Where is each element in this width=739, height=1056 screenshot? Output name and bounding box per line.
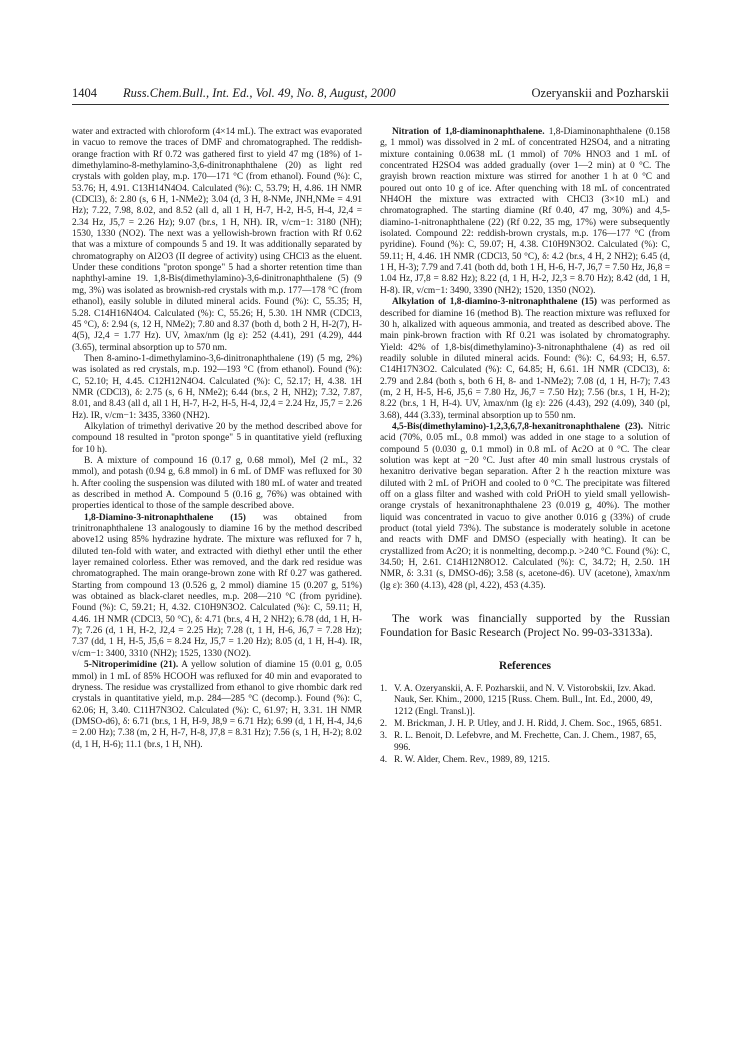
reference-item: 4. R. W. Alder, Chem. Rev., 1989, 89, 1215. xyxy=(380,754,550,765)
section-lead: 1,8-Diamino-3-nitronaphthalene (15) xyxy=(84,512,246,523)
running-authors: Ozeryanskii and Pozharskii xyxy=(531,86,669,100)
reference-item: 1. V. A. Ozeryanskii, A. F. Pozharskii, and N. V. Vistorobskii, Izv. Akad. Nauk, Ser. Khim., 2000, 1215 [Russ. Chem. Bull., Int. Ed., 2000, 49, 1212 (Engl. Transl.)]. xyxy=(380,683,656,717)
acknowledgement: The work was financially supported by the Russian Foundation for Basic Research (Project No. 99-03-33133a). xyxy=(380,613,670,640)
header-rule xyxy=(72,104,669,105)
page-number: 1404 xyxy=(72,86,97,100)
references-heading: References xyxy=(499,659,551,672)
paragraph: Nitration of 1,8-diaminonaphthalene. 1,8-Diaminonaphthalene (0.158 g, 1 mmol) was dissolved in 2 mL of concentrated H2SO4, and a nitrating mixture containing 0.0638 mL (1 mmol) of 70% HNO3 and 1 mL of concentrated H2SO4 was added gradually (over 1—2 min) at 0 °C. The grayish brown reaction mixture was stirred for another 1 h at 0 °C and poured out onto 10 g of ice. After quenching with 18 mL of concentrated NH4OH the mixture was extracted with CHCl3 (3×10 mL) and chromatographed. The starting diamine (Rf 0.40, 47 mg, 30%) and 4,5-diamino-1-nitronaphthalene (22) (Rf 0.22, 35 mg, 17%) were subsequently isolated. Compound 22: reddish-brown crystals, m.p. 176—177 °C (from pyridine). Found (%): C, 59.07; H, 4.38. C10H9N3O2. Calculated (%): C, 59.11; H, 4.46. 1H NMR (CDCl3, 50 °C), δ: 4.2 (br.s, 4 H, 2 NH2); 6.45 (d, 1 H, H-3); 7.79 and 7.41 (both dd, both 1 H, H-6, H-7, J6,7 = 7.50 Hz, J6,8 = 1.04 Hz, J7,8 = 8.82 Hz); 8.22 (d, 1 H, H-2, J2,3 = 8.70 Hz); 8.42 (dd, 1 H, H-8). IR, v/cm−1: 3490, 3390 (NH2); 1520, 1350 (NO2). xyxy=(380,127,670,296)
right-column xyxy=(380,127,670,767)
running-head xyxy=(72,86,669,102)
paragraph: 5-Nitroperimidine (21). A yellow solution of diamine 15 (0.01 g, 0.05 mmol) in 1 mL of 85% HCOOH was refluxed for 40 min and evaporated to dryness. The residue was crystallized from ethanol to give rhombic dark red crystals in quantitative yield, m.p. 284—285 °C (decomp.). Found (%): C, 62.06; H, 3.40. C11H7N3O2. Calculated (%): C, 61.97; H, 3.31. 1H NMR (DMSO-d6), δ: 6.71 (br.s, 1 H, H-9, J8,9 = 6.71 Hz); 6.99 (d, 1 H, H-4, J4,6 = 2.00 Hz); 7.38 (m, 2 H, H-7, H-8, J7,8 = 8.31 Hz); 7.56 (s, 1 H, H-2); 8.02 (d, 1 H, H-6); 11.1 (br.s, 1 H, NH). xyxy=(72,660,362,750)
paragraph: Then 8-amino-1-dimethylamino-3,6-dinitronaphthalene (19) (5 mg, 2%) was isolated as red crystals, m.p. 192—193 °C (from ethanol). Found (%): C, 52.10; H, 4.45. C12H12N4O4. Calculated (%): C, 52.17; H, 4.38. 1H NMR (CDCl3), δ: 2.75 (s, 6 H, NMe2); 6.44 (br.s, 2 H, NH2); 7.32, 7.87, 8.01, and 8.43 (all d, all 1 H, H-7, H-2, H-5, H-4, J2,4 = 2.24 Hz, J5,7 = 2.26 Hz). IR, v/cm−1: 3435, 3360 (NH2). xyxy=(72,353,362,421)
reference-list xyxy=(380,684,670,766)
paragraph: 1,8-Diamino-3-nitronaphthalene (15) was obtained from trinitronaphthalene 13 analogously to diamine 16 by the method described above12 using 85% hydrazine hydrate. The mixture was refluxed for 7 h, diluted ten-fold with water, and extracted with diethyl ether until the ether layer remained colorless. Ether was removed, and the dark red residue was chromatographed. The main orange-brown zone with Rf 0.27 was gathered. Starting from compound 13 (0.526 g, 2 mmol) diamine 15 (0.207 g, 51%) was obtained as black-claret needles, m.p. 208—210 °C (from pyridine). Found (%): C, 59.21; H, 4.32. C10H9N3O2. Calculated (%): C, 59.11; H, 4.46. 1H NMR (CDCl3, 50 °C), δ: 4.71 (br.s, 4 H, 2 NH2); 6.78 (dd, 1 H, H-7); 7.26 (d, 1 H, H-2, J2,4 = 2.25 Hz); 7.28 (t, 1 H, H-6, J6,7 = 7.28 Hz); 7.37 (dd, 1 H, H-5, J5,6 = 8.24 Hz, J5,7 = 1.20 Hz); 8.05 (d, 1 H, H-4). IR, v/cm−1: 3400, 3310 (NH2); 1525, 1330 (NO2). xyxy=(72,512,362,659)
paragraph: Alkylation of trimethyl derivative 20 by the method described above for compound 18 resulted in "proton sponge" 5 in quantitative yield (refluxing for 10 h). xyxy=(72,421,362,455)
reference-item: 3. R. L. Benoit, D. Lefebvre, and M. Frechette, Can. J. Chem., 1987, 65, 996. xyxy=(380,731,657,753)
paragraph: water and extracted with chloroform (4×14 mL). The extract was evaporated in vacuo to remove the traces of DMF and chromatographed. The reddish-orange fraction with Rf 0.72 was gathered first to yield 47 mg (18%) of 1-dimethylamino-8-methylamino-3,6-dinitronaphthalene (20) as light red crystals with golden play, m.p. 170—171 °C (from ethanol). Found (%): C, 53.76; H, 4.91. C13H14N4O4. Calculated (%): C, 53.79; H, 4.86. 1H NMR (CDCl3), δ: 2.80 (s, 6 H, 1-NMe2); 3.04 (d, 3 H, 8-NMe, JNH,NMe = 4.91 Hz); 7.22, 7.98, 8.02, and 8.52 (all d, all 1 H, H-7, H-2, H-5, H-4, J2,4 = 2.34 Hz, J5,7 = 2.26 Hz); 9.07 (br.s, 1 H, NH). IR, v/cm−1: 3180 (NH); 1530, 1330 (NO2). The next was a yellowish-brown fraction with Rf 0.62 that was a mixture of compounds 5 and 19. It was additionally separated by chromatography on Al2O3 (II degree of activity) using CHCl3 as the eluent. Under these conditions "proton sponge" 5 had a shorter retention time than naphthyl-amine 19. 1,8-Bis(dimethylamino)-3,6-dinitronaphthalene (5) (9 mg, 3%) was isolated as brownish-red crystals with m.p. 177—178 °C (from ethanol), easily soluble in diluted mineral acids. Found (%): C, 55.35; H, 5.28. C14H16N4O4. Calculated (%): C, 55.26; H, 5.30. 1H NMR (CDCl3, 45 °C), δ: 2.94 (s, 12 H, NMe2); 7.80 and 8.37 (both d, both 2 H, H-2(7), H-4(5), J2,4 = 1.77 Hz). UV, λmax/nm (lg ε): 252 (4.41), 291 (4.29), 444 (3.65), terminal absorption up to 570 nm. xyxy=(72,127,362,353)
section-lead: 4,5-Bis(dimethylamino)-1,2,3,6,7,8-hexanitronaphthalene (23). xyxy=(392,421,644,432)
section-lead: 5-Nitroperimidine (21). xyxy=(84,660,179,671)
paragraph: 4,5-Bis(dimethylamino)-1,2,3,6,7,8-hexanitronaphthalene (23). Nitric acid (70%, 0.05 mL, 0.8 mmol) was added in one stage to a solution of compound 5 (0.030 g, 0.1 mmol) in 0.8 mL of Ac2O at 0 °C. The clear solution was kept at −20 °C. Just after 40 min small lustrous crystals of hexanitro derivative began separation. After 2 h the reaction mixture was diluted with 2 mL of PriOH and cooled to 0 °C. The precipitate was filtered off on a glass filter and washed with cold PriOH to yield small yellowish-orange crystals of hexanitronaphthalene 23 (0.019 g, 40%). The mother liquid was concentrated in vacuo to give another 0.016 g (33%) of crude product (total yield 73%). The substance is moderately soluble in acetone and reacts with DMF and DMSO (especially with heating). It can be crystallized from Ac2O; it is nonmelting, decomp.p. >240 °C. Found (%): C, 34.50; H, 2.61. C14H12N8O12. Calculated (%): C, 34.72; H, 2.50. 1H NMR, δ: 3.31 (s, DMSO-d6); 3.58 (s, acetone-d6). UV (acetone), λmax/nm (lg ε): 360 (4.13), 428 (pl, 4.22), 453 (4.35). xyxy=(380,421,670,591)
reference-item: 2. M. Brickman, J. H. P. Utley, and J. H. Ridd, J. Chem. Soc., 1965, 6851. xyxy=(380,718,662,729)
section-lead: Alkylation of 1,8-diamino-3-nitronaphthalene (15) xyxy=(392,297,597,308)
left-column xyxy=(72,127,362,751)
paragraph: B. A mixture of compound 16 (0.17 g, 0.68 mmol), MeI (2 mL, 32 mmol), and potash (0.94 g, 6.8 mmol) in 6 mL of DMF was refluxed for 30 h. After cooling the suspension was diluted with 180 mL of water and treated as described in method A. Compound 5 (0.16 g, 76%) was obtained with properties identical to those of the sample described above. xyxy=(72,455,362,512)
section-lead: Nitration of 1,8-diaminonaphthalene. xyxy=(392,127,545,137)
journal-citation: Russ.Chem.Bull., Int. Ed., Vol. 49, No. 8, August, 2000 xyxy=(123,86,396,100)
paragraph: Alkylation of 1,8-diamino-3-nitronaphthalene (15) was performed as described for diamine 16 (method B). The reaction mixture was refluxed for 30 h, alkalized with aqueous ammonia, and treated as described above. The main pink-brown fraction with Rf 0.21 was isolated by chromatography. Yield: 42% of 1,8-bis(dimethylamino)-3-nitronaphthalene (4) as red oil readily soluble in diluted mineral acids. Found: (%): C, 64.93; H, 6.57. C14H17N3O2. Calculated (%): C, 64.85; H, 6.61. 1H NMR (CDCl3), δ: 2.79 and 2.84 (both s, both 6 H, 8- and 1-NMe2); 7.08 (d, 1 H, H-7); 7.43 (m, 2 H, H-5, H-6, J5,6 = 7.80 Hz, J6,7 = 7.50 Hz); 7.56 (br.s, 1 H, H-2); 8.22 (br.s, 1 H, H-4). UV, λmax/nm (lg ε): 226 (4.43), 292 (4.09), 340 (pl, 3.68), 444 (3.33), terminal absorption up to 550 nm. xyxy=(380,297,670,421)
